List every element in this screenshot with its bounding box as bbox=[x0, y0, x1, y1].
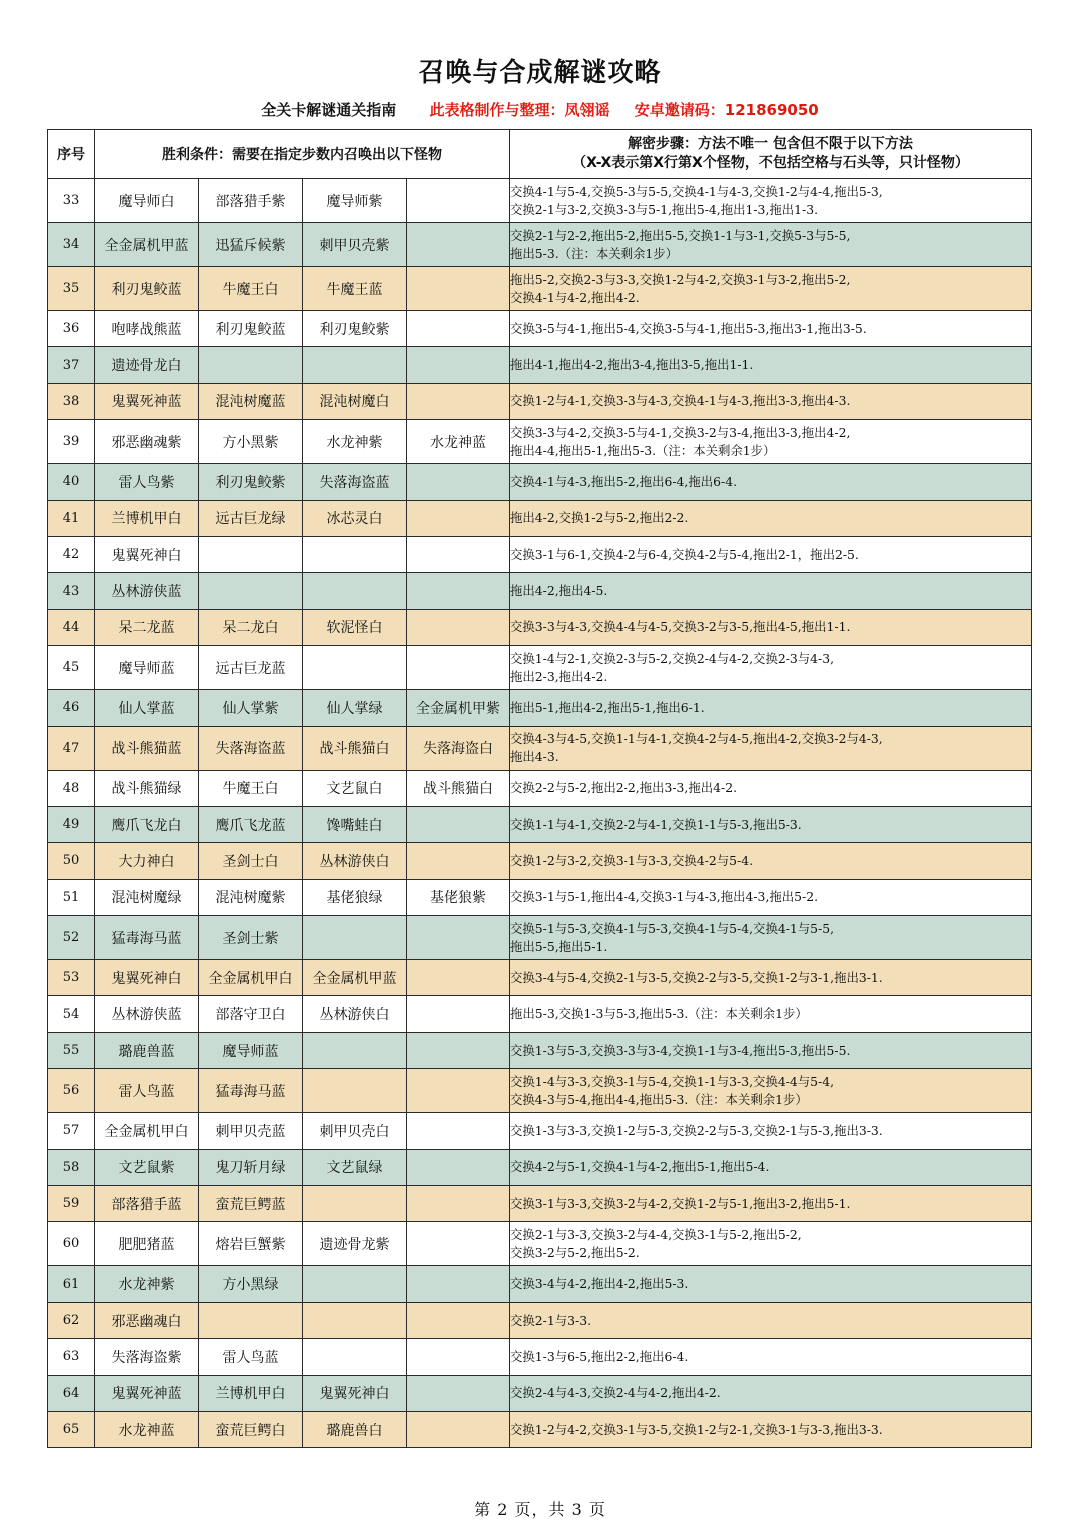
table-row bbox=[48, 267, 1032, 311]
monster-cell: 方小黑紫 bbox=[199, 420, 303, 464]
monster-cell: 熔岩巨蟹紫 bbox=[199, 1222, 303, 1266]
monster-cell: 鬼翼死神白 bbox=[95, 960, 199, 996]
table-row bbox=[48, 1113, 1032, 1149]
monster-cell: 鬼翼死神蓝 bbox=[95, 383, 199, 419]
monster-cell bbox=[303, 1339, 407, 1375]
table-row bbox=[48, 770, 1032, 806]
monster-cell: 战斗熊猫绿 bbox=[95, 770, 199, 806]
monster-cell: 混沌树魔绿 bbox=[95, 879, 199, 915]
row-number: 57 bbox=[48, 1113, 95, 1149]
solution-steps: 交换3-3与4-2,交换3-5与4-1,交换3-2与3-4,拖出3-3,拖出4-2, 拖出4-4,拖出5-1,拖出5-3.（注：本关剩余1步） bbox=[510, 420, 1032, 464]
monster-cell bbox=[407, 536, 510, 572]
monster-cell: 馋嘴蛙白 bbox=[303, 806, 407, 842]
monster-cell: 牛魔王蓝 bbox=[303, 267, 407, 311]
solution-steps: 拖出4-1,拖出4-2,拖出3-4,拖出3-5,拖出1-1. bbox=[510, 347, 1032, 383]
monster-cell: 远古巨龙绿 bbox=[199, 500, 303, 536]
row-number: 56 bbox=[48, 1069, 95, 1113]
monster-cell: 璐鹿兽蓝 bbox=[95, 1032, 199, 1068]
row-number: 36 bbox=[48, 311, 95, 347]
monster-cell bbox=[303, 646, 407, 690]
page-footer: 第 2 页，共 3 页 bbox=[474, 1500, 606, 1519]
row-number: 60 bbox=[48, 1222, 95, 1266]
table-row bbox=[48, 223, 1032, 267]
monster-cell: 兰博机甲白 bbox=[95, 500, 199, 536]
table-row bbox=[48, 311, 1032, 347]
monster-cell: 鬼翼死神白 bbox=[303, 1375, 407, 1411]
monster-cell: 丛林游侠白 bbox=[303, 996, 407, 1032]
table-row bbox=[48, 996, 1032, 1032]
monster-cell bbox=[303, 1266, 407, 1302]
monster-cell: 仙人掌绿 bbox=[303, 690, 407, 726]
monster-cell: 圣剑士紫 bbox=[199, 916, 303, 960]
monster-cell bbox=[407, 1032, 510, 1068]
solution-steps: 交换3-1与5-1,拖出4-4,交换3-1与4-3,拖出4-3,拖出5-2. bbox=[510, 879, 1032, 915]
row-number: 44 bbox=[48, 609, 95, 645]
table-row bbox=[48, 179, 1032, 223]
header-condition: 胜利条件：需要在指定步数内召唤出以下怪物 bbox=[95, 130, 510, 179]
row-number: 40 bbox=[48, 464, 95, 500]
monster-cell: 璐鹿兽白 bbox=[303, 1411, 407, 1447]
solution-steps: 拖出5-2,交换2-3与3-3,交换1-2与4-2,交换3-1与3-2,拖出5-2, 交换4-1与4-2,拖出4-2. bbox=[510, 267, 1032, 311]
solution-steps: 交换5-1与5-3,交换4-1与5-3,交换4-1与5-4,交换4-1与5-5, 拖出5-5,拖出5-1. bbox=[510, 916, 1032, 960]
monster-cell: 邪恶幽魂紫 bbox=[95, 420, 199, 464]
solution-steps: 拖出5-1,拖出4-2,拖出5-1,拖出6-1. bbox=[510, 690, 1032, 726]
solution-steps: 交换1-4与2-1,交换2-3与5-2,交换2-4与4-2,交换2-3与4-3, 拖出2-3,拖出4-2. bbox=[510, 646, 1032, 690]
row-number: 54 bbox=[48, 996, 95, 1032]
monster-cell: 蛮荒巨鳄白 bbox=[199, 1411, 303, 1447]
table-row bbox=[48, 960, 1032, 996]
monster-cell: 鹰爪飞龙蓝 bbox=[199, 806, 303, 842]
solution-steps: 交换2-4与4-3,交换2-4与4-2,拖出4-2. bbox=[510, 1375, 1032, 1411]
table-row bbox=[48, 1069, 1032, 1113]
monster-cell: 猛毒海马蓝 bbox=[95, 916, 199, 960]
monster-cell: 牛魔王白 bbox=[199, 770, 303, 806]
table-row bbox=[48, 1375, 1032, 1411]
monster-cell: 肥肥猪蓝 bbox=[95, 1222, 199, 1266]
monster-cell: 基佬狼紫 bbox=[407, 879, 510, 915]
solution-steps: 交换3-3与4-3,交换4-4与4-5,交换3-2与3-5,拖出4-5,拖出1-1. bbox=[510, 609, 1032, 645]
monster-cell: 雷人鸟蓝 bbox=[95, 1069, 199, 1113]
monster-cell: 软泥怪白 bbox=[303, 609, 407, 645]
monster-cell: 仙人掌蓝 bbox=[95, 690, 199, 726]
monster-cell bbox=[303, 1302, 407, 1338]
monster-cell bbox=[407, 646, 510, 690]
monster-cell bbox=[407, 1266, 510, 1302]
table-row bbox=[48, 1222, 1032, 1266]
table-row bbox=[48, 1302, 1032, 1338]
table-row bbox=[48, 1186, 1032, 1222]
solution-steps: 交换1-1与4-1,交换2-2与4-1,交换1-1与5-3,拖出5-3. bbox=[510, 806, 1032, 842]
monster-cell: 战斗熊猫白 bbox=[407, 770, 510, 806]
table-row bbox=[48, 646, 1032, 690]
monster-cell: 失落海盗紫 bbox=[95, 1339, 199, 1375]
table-row bbox=[48, 347, 1032, 383]
monster-cell: 遗迹骨龙紫 bbox=[303, 1222, 407, 1266]
monster-cell: 刺甲贝壳紫 bbox=[303, 223, 407, 267]
monster-cell bbox=[407, 500, 510, 536]
monster-cell bbox=[407, 179, 510, 223]
table-row bbox=[48, 879, 1032, 915]
solution-steps: 拖出5-3,交换1-3与5-3,拖出5-3.（注：本关剩余1步） bbox=[510, 996, 1032, 1032]
table-row bbox=[48, 1032, 1032, 1068]
table-row bbox=[48, 383, 1032, 419]
monster-cell: 兰博机甲白 bbox=[199, 1375, 303, 1411]
solution-steps: 交换1-3与6-5,拖出2-2,拖出6-4. bbox=[510, 1339, 1032, 1375]
row-number: 61 bbox=[48, 1266, 95, 1302]
monster-cell: 全金属机甲蓝 bbox=[303, 960, 407, 996]
solution-steps: 交换1-3与3-3,交换1-2与5-3,交换2-2与5-3,交换2-1与5-3,拖出3-3. bbox=[510, 1113, 1032, 1149]
monster-cell bbox=[407, 1222, 510, 1266]
monster-cell: 全金属机甲蓝 bbox=[95, 223, 199, 267]
row-number: 58 bbox=[48, 1149, 95, 1185]
row-number: 64 bbox=[48, 1375, 95, 1411]
row-number: 48 bbox=[48, 770, 95, 806]
monster-cell bbox=[303, 1069, 407, 1113]
table-body bbox=[48, 179, 1032, 1448]
table-row bbox=[48, 843, 1032, 879]
monster-cell: 猛毒海马蓝 bbox=[199, 1069, 303, 1113]
monster-cell: 鬼翼死神白 bbox=[95, 536, 199, 572]
monster-cell: 混沌树魔白 bbox=[303, 383, 407, 419]
monster-cell bbox=[407, 1149, 510, 1185]
monster-cell: 文艺鼠紫 bbox=[95, 1149, 199, 1185]
monster-cell bbox=[199, 347, 303, 383]
monster-cell: 失落海盗蓝 bbox=[199, 726, 303, 770]
row-number: 62 bbox=[48, 1302, 95, 1338]
monster-cell: 魔导师紫 bbox=[303, 179, 407, 223]
header-steps bbox=[510, 130, 1032, 179]
monster-cell bbox=[303, 1186, 407, 1222]
monster-cell: 蛮荒巨鳄蓝 bbox=[199, 1186, 303, 1222]
subtitle-author: 此表格制作与整理：凤翎谣 bbox=[429, 101, 610, 119]
monster-cell: 部落猎手紫 bbox=[199, 179, 303, 223]
solution-steps: 交换1-3与5-3,交换3-3与3-4,交换1-1与3-4,拖出5-3,拖出5-5. bbox=[510, 1032, 1032, 1068]
row-number: 52 bbox=[48, 916, 95, 960]
monster-cell: 利刃鬼鲛蓝 bbox=[95, 267, 199, 311]
table-row bbox=[48, 1266, 1032, 1302]
monster-cell: 咆哮战熊蓝 bbox=[95, 311, 199, 347]
monster-cell bbox=[407, 573, 510, 609]
monster-cell: 战斗熊猫蓝 bbox=[95, 726, 199, 770]
solution-steps: 交换4-3与4-5,交换1-1与4-1,交换4-2与4-5,拖出4-2,交换3-2与4-3, 拖出4-3. bbox=[510, 726, 1032, 770]
monster-cell: 呆二龙蓝 bbox=[95, 609, 199, 645]
row-number: 63 bbox=[48, 1339, 95, 1375]
row-number: 33 bbox=[48, 179, 95, 223]
monster-cell bbox=[407, 223, 510, 267]
monster-cell: 文艺鼠绿 bbox=[303, 1149, 407, 1185]
monster-cell bbox=[407, 806, 510, 842]
monster-cell: 仙人掌紫 bbox=[199, 690, 303, 726]
monster-cell bbox=[407, 1113, 510, 1149]
monster-cell: 遗迹骨龙白 bbox=[95, 347, 199, 383]
solution-steps: 交换1-4与3-3,交换3-1与5-4,交换1-1与3-3,交换4-4与5-4, 交换4-3与5-4,拖出4-4,拖出5-3.（注：本关剩余1步） bbox=[510, 1069, 1032, 1113]
monster-cell bbox=[303, 573, 407, 609]
row-number: 55 bbox=[48, 1032, 95, 1068]
monster-cell: 丛林游侠蓝 bbox=[95, 996, 199, 1032]
monster-cell: 邪恶幽魂白 bbox=[95, 1302, 199, 1338]
row-number: 59 bbox=[48, 1186, 95, 1222]
monster-cell: 丛林游侠蓝 bbox=[95, 573, 199, 609]
solution-steps: 交换2-1与2-2,拖出5-2,拖出5-5,交换1-1与3-1,交换5-3与5-5, 拖出5-3.（注：本关剩余1步） bbox=[510, 223, 1032, 267]
row-number: 46 bbox=[48, 690, 95, 726]
monster-cell: 呆二龙白 bbox=[199, 609, 303, 645]
monster-cell bbox=[407, 1069, 510, 1113]
monster-cell bbox=[199, 1302, 303, 1338]
monster-cell: 魔导师蓝 bbox=[95, 646, 199, 690]
monster-cell: 圣剑士白 bbox=[199, 843, 303, 879]
table-row bbox=[48, 573, 1032, 609]
row-number: 34 bbox=[48, 223, 95, 267]
table-row bbox=[48, 690, 1032, 726]
monster-cell: 雷人鸟蓝 bbox=[199, 1339, 303, 1375]
subtitle-invite-code: 安卓邀请码：121869050 bbox=[634, 101, 819, 119]
solution-steps: 交换2-1与3-3. bbox=[510, 1302, 1032, 1338]
monster-cell: 鬼刀斩月绿 bbox=[199, 1149, 303, 1185]
row-number: 39 bbox=[48, 420, 95, 464]
monster-cell: 刺甲贝壳蓝 bbox=[199, 1113, 303, 1149]
monster-cell: 全金属机甲白 bbox=[95, 1113, 199, 1149]
row-number: 41 bbox=[48, 500, 95, 536]
monster-cell: 混沌树魔蓝 bbox=[199, 383, 303, 419]
monster-cell: 利刃鬼鲛紫 bbox=[199, 464, 303, 500]
monster-cell bbox=[199, 536, 303, 572]
solution-steps: 交换3-1与6-1,交换4-2与6-4,交换4-2与5-4,拖出2-1，拖出2-5. bbox=[510, 536, 1032, 572]
table-header-row bbox=[48, 130, 1032, 179]
header-steps-line1: 解密步骤：方法不唯一 包含但不限于以下方法 bbox=[628, 136, 913, 152]
monster-cell: 牛魔王白 bbox=[199, 267, 303, 311]
row-number: 43 bbox=[48, 573, 95, 609]
monster-cell bbox=[303, 347, 407, 383]
monster-cell bbox=[407, 1411, 510, 1447]
monster-cell bbox=[407, 996, 510, 1032]
monster-cell bbox=[407, 960, 510, 996]
monster-cell bbox=[407, 1375, 510, 1411]
row-number: 42 bbox=[48, 536, 95, 572]
monster-cell: 基佬狼绿 bbox=[303, 879, 407, 915]
solution-steps: 交换3-1与3-3,交换3-2与4-2,交换1-2与5-1,拖出3-2,拖出5-1. bbox=[510, 1186, 1032, 1222]
walkthrough-table bbox=[47, 129, 1032, 1448]
monster-cell: 魔导师白 bbox=[95, 179, 199, 223]
table-row bbox=[48, 609, 1032, 645]
row-number: 38 bbox=[48, 383, 95, 419]
monster-cell: 迅猛斥候紫 bbox=[199, 223, 303, 267]
monster-cell bbox=[407, 1186, 510, 1222]
monster-cell: 战斗熊猫白 bbox=[303, 726, 407, 770]
monster-cell bbox=[407, 1339, 510, 1375]
monster-cell: 全金属机甲白 bbox=[199, 960, 303, 996]
monster-cell bbox=[407, 383, 510, 419]
monster-cell: 部落猎手蓝 bbox=[95, 1186, 199, 1222]
monster-cell bbox=[407, 609, 510, 645]
monster-cell: 丛林游侠白 bbox=[303, 843, 407, 879]
monster-cell: 刺甲贝壳白 bbox=[303, 1113, 407, 1149]
monster-cell: 方小黑绿 bbox=[199, 1266, 303, 1302]
solution-steps: 交换4-1与5-4,交换5-3与5-5,交换4-1与4-3,交换1-2与4-4,拖出5-3, 交换2-1与3-2,交换3-3与5-1,拖出5-4,拖出1-3,拖出1-3. bbox=[510, 179, 1032, 223]
table-row bbox=[48, 1339, 1032, 1375]
row-number: 45 bbox=[48, 646, 95, 690]
row-number: 65 bbox=[48, 1411, 95, 1447]
solution-steps: 交换2-1与3-3,交换3-2与4-4,交换3-1与5-2,拖出5-2, 交换3-2与5-2,拖出5-2. bbox=[510, 1222, 1032, 1266]
row-number: 37 bbox=[48, 347, 95, 383]
monster-cell: 远古巨龙蓝 bbox=[199, 646, 303, 690]
monster-cell: 水龙神蓝 bbox=[407, 420, 510, 464]
monster-cell bbox=[407, 347, 510, 383]
row-number: 47 bbox=[48, 726, 95, 770]
monster-cell bbox=[407, 1302, 510, 1338]
monster-cell bbox=[199, 573, 303, 609]
solution-steps: 拖出4-2,交换1-2与5-2,拖出2-2. bbox=[510, 500, 1032, 536]
monster-cell: 魔导师蓝 bbox=[199, 1032, 303, 1068]
monster-cell: 失落海盗蓝 bbox=[303, 464, 407, 500]
monster-cell bbox=[407, 267, 510, 311]
solution-steps: 交换2-2与5-2,拖出2-2,拖出3-3,拖出4-2. bbox=[510, 770, 1032, 806]
monster-cell bbox=[407, 843, 510, 879]
row-number: 50 bbox=[48, 843, 95, 879]
monster-cell bbox=[303, 916, 407, 960]
monster-cell: 文艺鼠白 bbox=[303, 770, 407, 806]
monster-cell: 冰芯灵白 bbox=[303, 500, 407, 536]
table-row bbox=[48, 916, 1032, 960]
monster-cell: 水龙神蓝 bbox=[95, 1411, 199, 1447]
row-number: 35 bbox=[48, 267, 95, 311]
monster-cell: 利刃鬼鲛蓝 bbox=[199, 311, 303, 347]
monster-cell: 混沌树魔紫 bbox=[199, 879, 303, 915]
solution-steps: 交换4-1与4-3,拖出5-2,拖出6-4,拖出6-4. bbox=[510, 464, 1032, 500]
header-steps-line2: （X-X表示第X行第X个怪物，不包括空格与石头等，只计怪物） bbox=[572, 155, 969, 171]
page-title: 召唤与合成解谜攻略 bbox=[418, 58, 662, 88]
solution-steps: 交换3-5与4-1,拖出5-4,交换3-5与4-1,拖出5-3,拖出3-1,拖出3-5. bbox=[510, 311, 1032, 347]
table-row bbox=[48, 1149, 1032, 1185]
monster-cell: 雷人鸟紫 bbox=[95, 464, 199, 500]
monster-cell bbox=[407, 916, 510, 960]
table-row bbox=[48, 420, 1032, 464]
monster-cell: 利刃鬼鲛紫 bbox=[303, 311, 407, 347]
solution-steps: 交换3-4与5-4,交换2-1与3-5,交换2-2与3-5,交换1-2与3-1,拖出3-1. bbox=[510, 960, 1032, 996]
monster-cell: 鬼翼死神蓝 bbox=[95, 1375, 199, 1411]
row-number: 53 bbox=[48, 960, 95, 996]
table-row bbox=[48, 806, 1032, 842]
table-row bbox=[48, 726, 1032, 770]
solution-steps: 交换3-4与4-2,拖出4-2,拖出5-3. bbox=[510, 1266, 1032, 1302]
monster-cell bbox=[407, 464, 510, 500]
monster-cell: 大力神白 bbox=[95, 843, 199, 879]
monster-cell bbox=[303, 1032, 407, 1068]
monster-cell bbox=[303, 536, 407, 572]
monster-cell: 鹰爪飞龙白 bbox=[95, 806, 199, 842]
monster-cell: 全金属机甲紫 bbox=[407, 690, 510, 726]
monster-cell: 水龙神紫 bbox=[95, 1266, 199, 1302]
solution-steps: 交换4-2与5-1,交换4-1与4-2,拖出5-1,拖出5-4. bbox=[510, 1149, 1032, 1185]
solution-steps: 交换1-2与4-1,交换3-3与4-3,交换4-1与4-3,拖出3-3,拖出4-3. bbox=[510, 383, 1032, 419]
monster-cell: 水龙神紫 bbox=[303, 420, 407, 464]
monster-cell: 失落海盗白 bbox=[407, 726, 510, 770]
solution-steps: 拖出4-2,拖出4-5. bbox=[510, 573, 1032, 609]
subtitle-bar bbox=[0, 99, 1080, 120]
table-row bbox=[48, 1411, 1032, 1447]
header-index: 序号 bbox=[48, 130, 95, 179]
monster-cell bbox=[407, 311, 510, 347]
row-number: 49 bbox=[48, 806, 95, 842]
row-number: 51 bbox=[48, 879, 95, 915]
monster-cell: 部落守卫白 bbox=[199, 996, 303, 1032]
table-row bbox=[48, 464, 1032, 500]
table-row bbox=[48, 536, 1032, 572]
solution-steps: 交换1-2与3-2,交换3-1与3-3,交换4-2与5-4. bbox=[510, 843, 1032, 879]
solution-steps: 交换1-2与4-2,交换3-1与3-5,交换1-2与2-1,交换3-1与3-3,拖出3-3. bbox=[510, 1411, 1032, 1447]
subtitle-guide: 全关卡解谜通关指南 bbox=[261, 101, 397, 119]
table-row bbox=[48, 500, 1032, 536]
